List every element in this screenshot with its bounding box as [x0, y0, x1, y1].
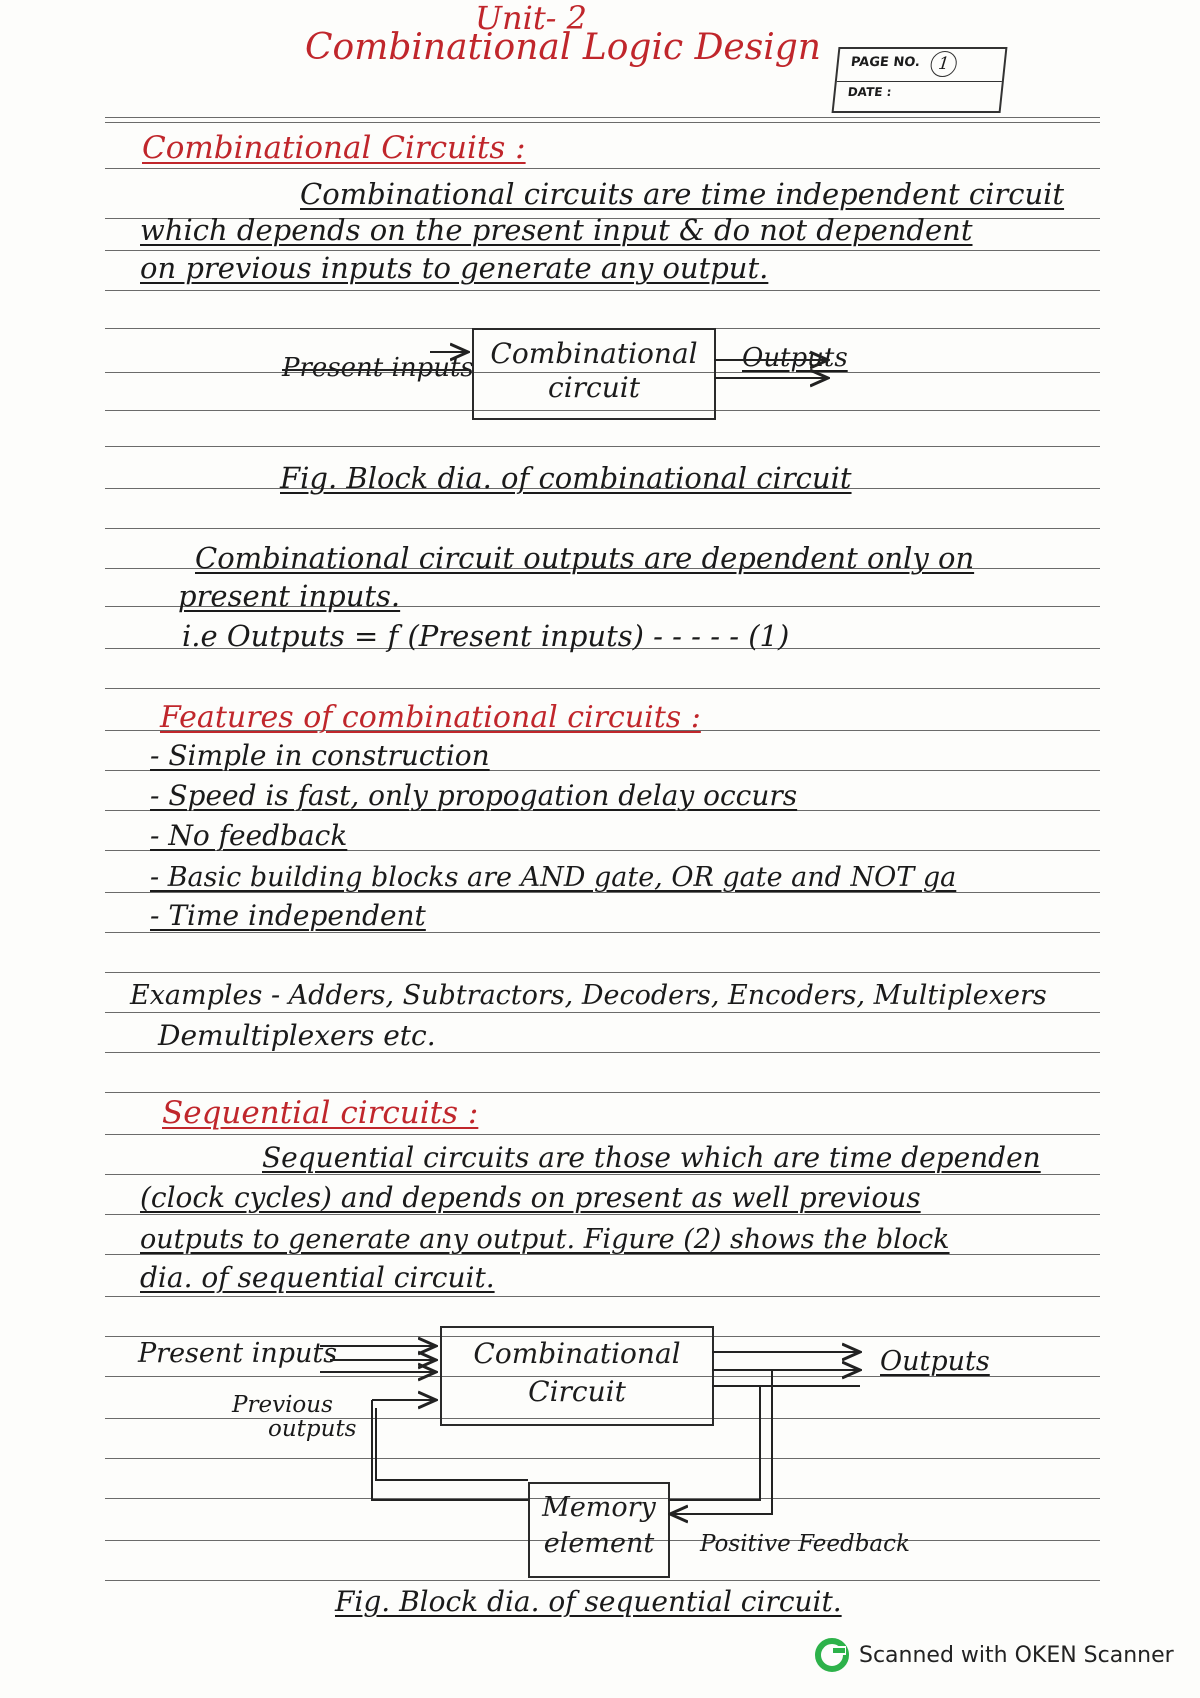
sequential-para-line1: Sequential circuits are those which are time dependen: [262, 1141, 1041, 1174]
page-no-value: 1: [929, 51, 958, 77]
examples-line2: Demultiplexers etc.: [158, 1019, 436, 1052]
seq-feedback-wire-inner: [372, 1420, 528, 1500]
feature-item: - Simple in construction: [150, 739, 490, 772]
date-label: DATE :: [847, 85, 893, 99]
examples-line1: Examples - Adders, Subtractors, Decoders, Encoders, Multiplexers: [130, 980, 1047, 1011]
seq-block-line1: Combinational: [473, 1337, 681, 1370]
scanner-text: Scanned with OKEN Scanner: [859, 1642, 1174, 1668]
seq-previous-label-line1: Previous: [232, 1392, 333, 1418]
combinational-heading: Combinational Circuits :: [142, 130, 526, 166]
memory-line2: element: [543, 1528, 655, 1559]
comb-input-label: Present inputs: [282, 353, 474, 383]
combinational-para-line3: on previous inputs to generate any output.: [140, 251, 769, 285]
combinational-para-line1: Combinational circuits are time independent circuit: [300, 177, 1065, 211]
seq-feedback-wire-outer: [376, 1408, 528, 1480]
comb-block-line1: Combinational: [490, 337, 698, 370]
combinational-para-line2: which depends on the present input & do not dependent: [140, 213, 973, 247]
oken-scanner-icon: [815, 1638, 849, 1672]
features-heading: Features of combinational circuits :: [160, 700, 701, 735]
seq-block-line2: Circuit: [528, 1375, 626, 1408]
unit-label: Unit- 2: [475, 0, 588, 37]
positive-feedback-label: Positive Feedback: [700, 1531, 910, 1557]
seq-input-label: Present inputs: [138, 1338, 338, 1369]
comb-fig-caption: Fig. Block dia. of combinational circuit: [280, 461, 852, 495]
seq-previous-label-line2: outputs: [268, 1416, 357, 1442]
seq-output-label: Outputs: [880, 1346, 990, 1377]
sequential-heading: Sequential circuits :: [162, 1095, 479, 1131]
seq-positive-feedback-wire: [670, 1370, 772, 1514]
sequential-para-line4: dia. of sequential circuit.: [140, 1261, 495, 1294]
scanner-watermark: [815, 1638, 1174, 1672]
feature-item: - No feedback: [150, 819, 348, 852]
seq-positive-feedback-wire: [668, 1386, 760, 1500]
page-title: Combinational Logic Design: [305, 27, 821, 68]
feature-item: - Basic building blocks are AND gate, OR gate and NOT ga: [150, 862, 957, 893]
feature-item: - Speed is fast, only propogation delay occurs: [150, 779, 798, 812]
page-no-label: PAGE NO.: [850, 55, 921, 70]
sequential-para-line3: outputs to generate any output. Figure (2) shows the block: [140, 1224, 950, 1255]
seq-fig-caption: Fig. Block dia. of sequential circuit.: [335, 1585, 842, 1618]
comb-block-line2: circuit: [548, 371, 640, 404]
feature-item: - Time independent: [150, 899, 426, 932]
comb-note-line2: present inputs.: [178, 579, 401, 613]
comb-output-label: Outputs: [742, 343, 848, 373]
comb-note-line1: Combinational circuit outputs are dependent only on: [195, 541, 975, 575]
memory-line1: Memory: [542, 1492, 656, 1523]
comb-equation: i.e Outputs = f (Present inputs) - - - - - (1): [182, 619, 790, 653]
sequential-para-line2: (clock cycles) and depends on present as well previous: [140, 1181, 921, 1214]
